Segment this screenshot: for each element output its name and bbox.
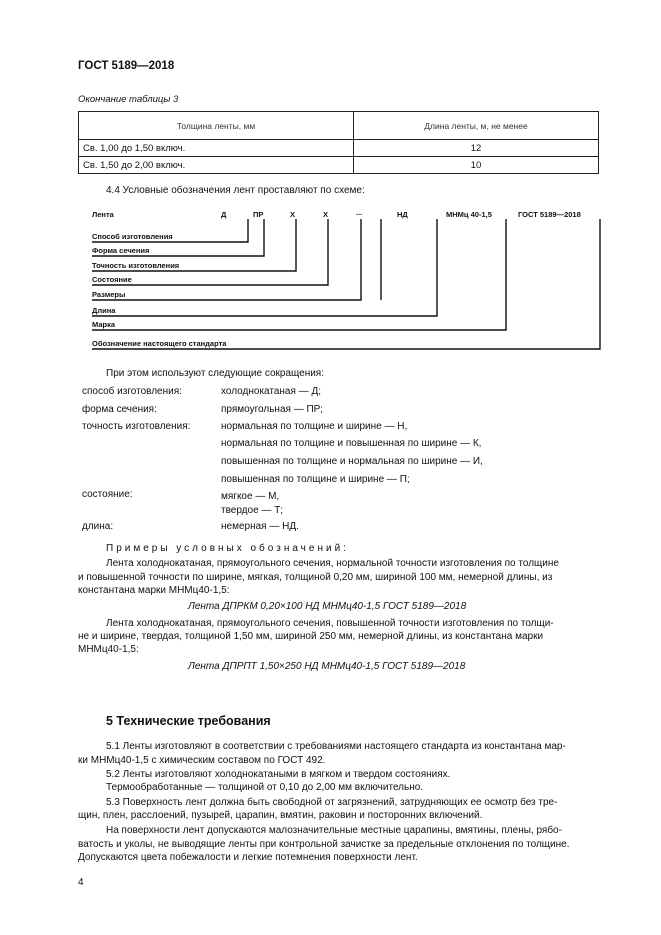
abbrev-value: повышенная по толщине и нормальная по ширине — И, <box>221 456 483 467</box>
example1-designation: Лента ДПРКМ 0,20×100 НД МНМц40-1,5 ГОСТ 5189—2018 <box>188 601 467 612</box>
scheme-code-standard: ГОСТ 5189—2018 <box>518 210 581 219</box>
scheme-label: Точность изготовления <box>92 261 180 270</box>
abbrev-term: состояние: <box>82 489 133 500</box>
abbrev-value: нормальная по толщине и ширине — Н, <box>221 421 408 432</box>
table-caption: Окончание таблицы 3 <box>78 94 179 105</box>
section-5-title: 5 Технические требования <box>106 714 271 728</box>
section5-line: На поверхности лент допускаются малозначительные местные царапины, вмятины, плены, рябо- <box>106 825 562 836</box>
abbrev-value: прямоугольная — ПР; <box>221 404 323 415</box>
table-cell: Св. 1,50 до 2,00 включ. <box>79 157 354 174</box>
table-cell: 12 <box>354 140 599 157</box>
example2-line: не и ширине, твердая, толщиной 1,50 мм, шириной 250 мм, немерной длины, из константана марки <box>78 631 544 642</box>
abbrev-value: повышенная по толщине и ширине — П; <box>221 474 410 485</box>
scheme-code-sizes: ... <box>356 208 363 217</box>
example1-line: Лента холоднокатаная, прямоугольного сечения, нормальной точности изготовления по толщине <box>106 558 559 569</box>
scheme-label: Обозначение настоящего стандарта <box>92 339 227 348</box>
section5-line: 5.1 Ленты изготовляют в соответствии с требованиями настоящего стандарта из константана мар- <box>106 741 566 752</box>
section5-line: 5.2 Ленты изготовляют холоднокатаными в мягком и твердом состояниях. <box>106 769 451 780</box>
column-header-thickness: Толщина ленты, мм <box>79 112 354 140</box>
document-header: ГОСТ 5189—2018 <box>78 60 175 72</box>
scheme-code-grade: МНМц 40-1,5 <box>446 210 492 219</box>
scheme-label: Марка <box>92 320 116 329</box>
table-cell: Св. 1,00 до 1,50 включ. <box>79 140 354 157</box>
abbrev-value: нормальная по толщине и повышенная по ширине — К, <box>221 438 482 449</box>
scheme-code-state: Х <box>323 210 329 219</box>
example2-line: МНМц40-1,5: <box>78 644 139 655</box>
abbrev-term: способ изготовления: <box>82 386 182 397</box>
scheme-label: Форма сечения <box>92 246 150 255</box>
section5-line: щин, плен, расслоений, пузырей, царапин, вмятин, раковин и посторонних включений. <box>78 810 483 821</box>
example2-designation: Лента ДПРПТ 1,50×250 НД МНМц40-1,5 ГОСТ 5189—2018 <box>188 661 466 672</box>
section5-line: Допускаются цвета побежалости и легкие потемнения поверхности лент. <box>78 852 418 863</box>
section5-line: Термообработанные — толщиной от 0,10 до 2,00 мм включительно. <box>106 782 424 793</box>
abbrev-value: твердое — Т; <box>221 505 284 516</box>
abbrev-term: длина: <box>82 521 114 532</box>
section5-line: ки МНМц40-1,5 с химическим составом по ГОСТ 492. <box>78 755 326 766</box>
example2-line: Лента холоднокатаная, прямоугольного сечения, повышенной точности изготовления по толщи- <box>106 618 554 629</box>
abbrev-term: форма сечения: <box>82 404 157 415</box>
column-header-length: Длина ленты, м, не менее <box>354 112 599 140</box>
example1-line: константана марки МНМц40-1,5: <box>78 585 230 596</box>
scheme-code-accuracy: Х <box>290 210 296 219</box>
abbrev-value: немерная — НД. <box>221 521 299 532</box>
scheme-code-method: Д <box>221 210 227 219</box>
abbrev-intro: При этом используют следующие сокращения: <box>106 368 324 379</box>
abbrev-value: мягкое — М, <box>221 491 280 502</box>
scheme-word-lenta: Лента <box>92 210 114 219</box>
abbrev-value: холоднокатаная — Д; <box>221 386 322 397</box>
scheme-label: Длина <box>92 306 116 315</box>
scheme-label: Способ изготовления <box>92 232 173 241</box>
examples-title: Примеры условных обозначений: <box>106 543 349 554</box>
scheme-code-length: НД <box>397 210 408 219</box>
table-cell: 10 <box>354 157 599 174</box>
section5-line: 5.3 Поверхность лент должна быть свободной от загрязнений, затрудняющих ее осмотр без тре- <box>106 797 558 808</box>
page-number: 4 <box>78 877 84 888</box>
example1-line: и повышенной точности по ширине, мягкая, толщиной 0,20 мм, шириной 100 мм, немерной длины, из <box>78 572 553 583</box>
clause-4-4: 4.4 Условные обозначения лент проставляют по схеме: <box>106 185 365 196</box>
scheme-code-section: ПР <box>253 210 264 219</box>
scheme-label: Размеры <box>92 290 126 299</box>
abbrev-term: точность изготовления: <box>82 421 191 432</box>
section5-line: ватость и уколы, не выводящие ленты при контрольной зачистке за предельные отклонения по толщине. <box>78 839 570 850</box>
scheme-label: Состояние <box>92 275 132 284</box>
